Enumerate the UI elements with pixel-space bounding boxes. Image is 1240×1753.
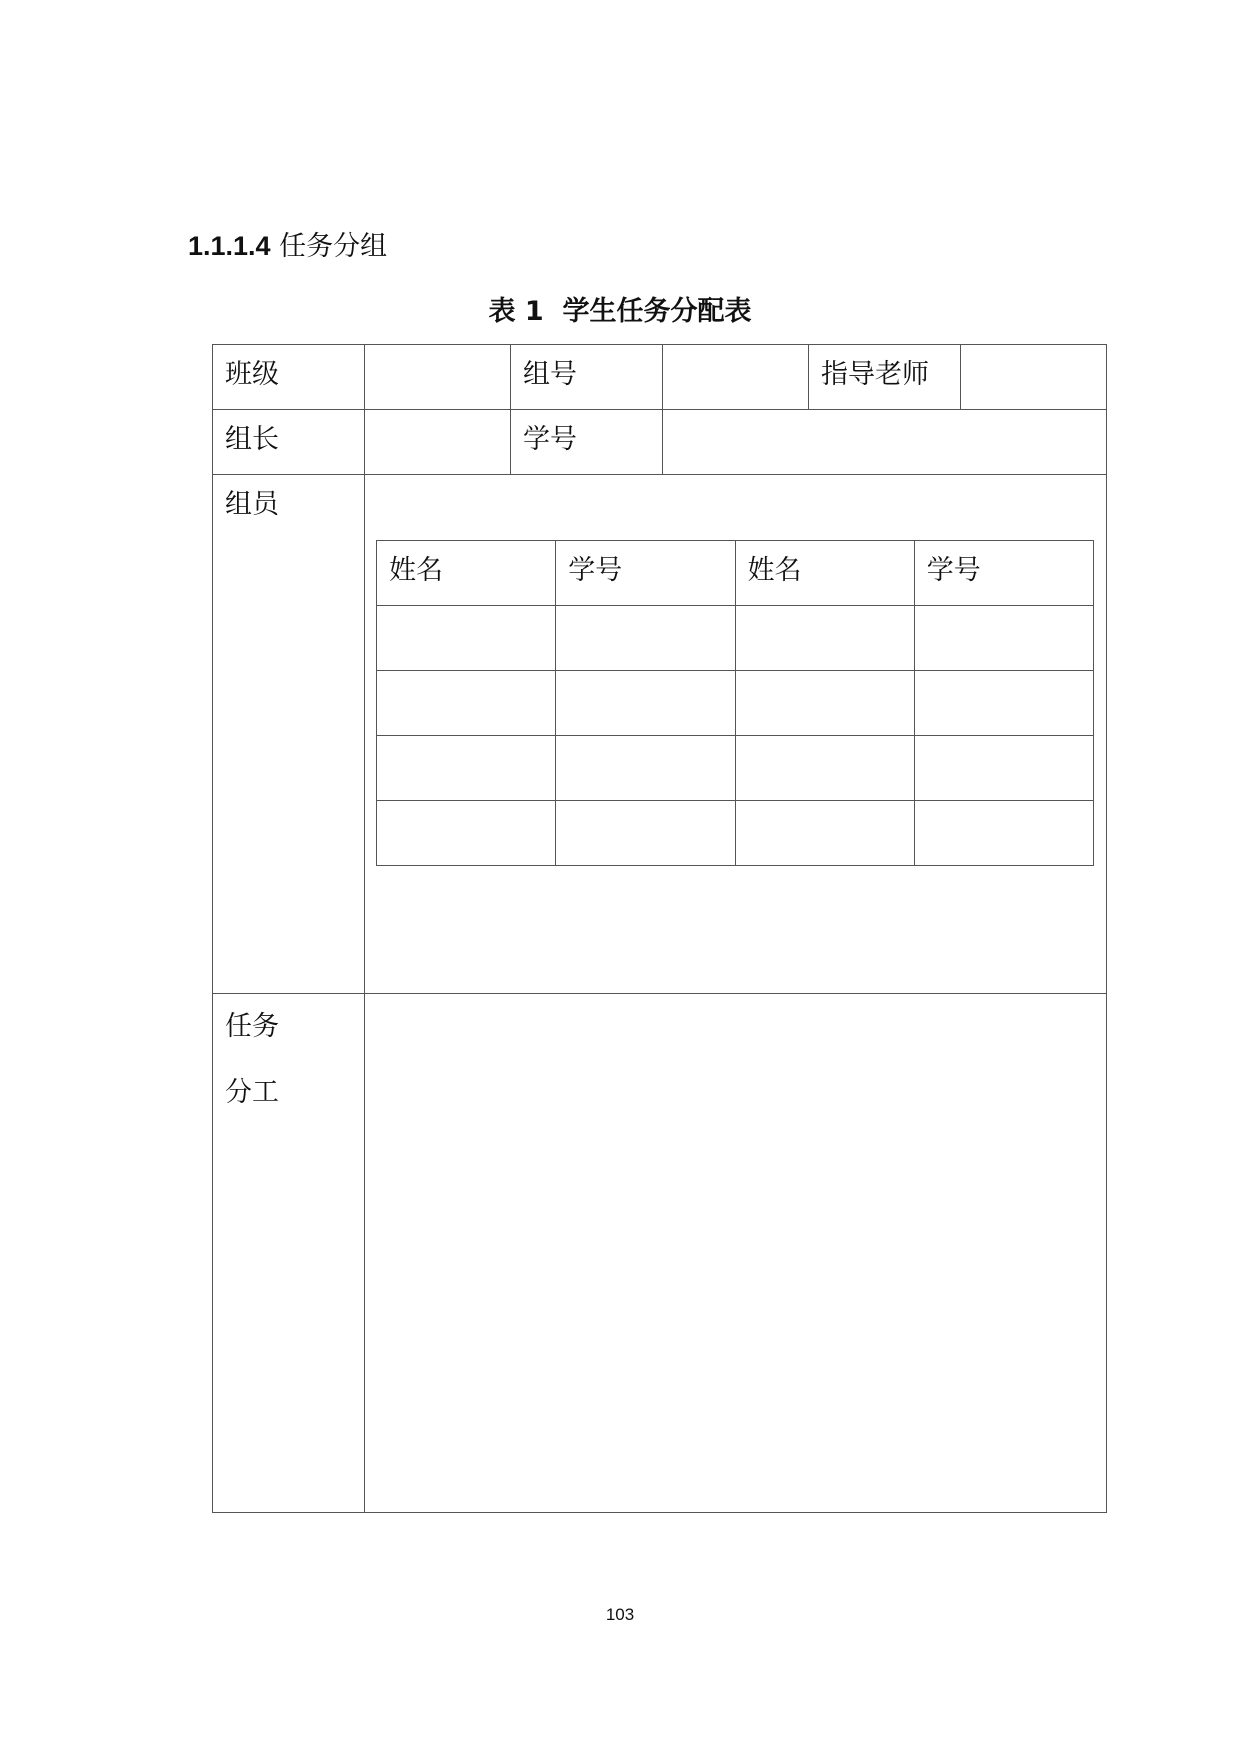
member-cell-text — [556, 736, 734, 748]
member-row — [377, 801, 1094, 866]
advisor-value — [961, 345, 1106, 357]
member-cell[interactable] — [377, 606, 556, 671]
member-name-header — [735, 541, 914, 606]
student-id-value-cell[interactable] — [663, 410, 1107, 475]
section-title: 任务分组 — [279, 231, 388, 262]
member-cell[interactable] — [377, 736, 556, 801]
member-id-header — [556, 541, 735, 606]
member-cell-text — [377, 801, 555, 813]
tasks-label-cell — [213, 994, 365, 1513]
group-no-label: 组号 — [523, 359, 577, 390]
task-assignment-table — [212, 344, 1107, 1513]
member-cell[interactable] — [735, 736, 914, 801]
member-name-header-text: 姓名 — [389, 555, 443, 586]
section-number: 1.1.1.4 — [188, 231, 271, 261]
member-name-header-text: 姓名 — [747, 555, 802, 586]
advisor-value-cell[interactable] — [961, 345, 1107, 410]
member-cell-text — [556, 801, 734, 813]
student-id-value — [663, 410, 1106, 422]
member-row — [377, 671, 1094, 736]
class-label-cell — [213, 345, 365, 410]
leader-label: 组长 — [225, 424, 279, 455]
member-cell-text — [915, 801, 1093, 813]
member-id-header-text: 学号 — [568, 555, 623, 586]
member-cell-text — [915, 671, 1093, 683]
student-id-label-cell — [511, 410, 663, 475]
advisor-label: 指导老师 — [821, 359, 929, 390]
member-cell-text — [377, 736, 555, 748]
member-cell-text — [915, 736, 1093, 748]
member-cell[interactable] — [556, 671, 735, 736]
class-value-cell[interactable] — [365, 345, 511, 410]
member-name-header — [377, 541, 556, 606]
member-cell[interactable] — [377, 671, 556, 736]
tasks-label-line1: 任务 — [225, 1011, 279, 1042]
section-heading — [188, 228, 387, 265]
member-cell-text — [736, 606, 914, 618]
members-label-cell — [213, 475, 365, 994]
member-row — [377, 606, 1094, 671]
member-cell[interactable] — [914, 606, 1093, 671]
table-caption: 表 1 学生任务分配表 — [488, 296, 752, 327]
members-content-cell — [365, 475, 1107, 994]
member-cell-text — [556, 606, 734, 618]
info-row-1 — [213, 345, 1107, 410]
info-row-2 — [213, 410, 1107, 475]
tasks-label-line2: 分工 — [225, 1077, 279, 1108]
member-cell-text — [377, 671, 555, 683]
member-cell[interactable] — [914, 671, 1093, 736]
member-cell-text — [736, 671, 914, 683]
members-label: 组员 — [225, 489, 279, 520]
member-cell-text — [556, 671, 734, 683]
members-row — [213, 475, 1107, 994]
group-no-value-cell[interactable] — [663, 345, 809, 410]
member-cell-text — [915, 606, 1093, 618]
member-cell-text — [736, 736, 914, 748]
leader-value — [365, 410, 510, 422]
member-cell[interactable] — [735, 801, 914, 866]
member-row — [377, 736, 1094, 801]
member-id-header — [914, 541, 1093, 606]
member-cell-text — [736, 801, 914, 813]
class-value — [365, 345, 510, 357]
tasks-content — [365, 994, 1106, 1006]
group-no-value — [663, 345, 808, 357]
member-cell[interactable] — [735, 606, 914, 671]
members-table — [376, 540, 1094, 866]
tasks-row — [213, 994, 1107, 1513]
leader-value-cell[interactable] — [365, 410, 511, 475]
leader-label-cell — [213, 410, 365, 475]
member-cell[interactable] — [914, 736, 1093, 801]
member-cell[interactable] — [556, 736, 735, 801]
members-header-row — [377, 541, 1094, 606]
group-no-label-cell — [511, 345, 663, 410]
advisor-label-cell — [809, 345, 961, 410]
member-cell[interactable] — [735, 671, 914, 736]
student-id-label: 学号 — [523, 424, 577, 455]
member-cell[interactable] — [556, 606, 735, 671]
tasks-content-cell[interactable] — [365, 994, 1107, 1513]
member-cell-text — [377, 606, 555, 618]
member-id-header-text: 学号 — [926, 555, 981, 586]
class-label: 班级 — [225, 359, 279, 390]
member-cell[interactable] — [556, 801, 735, 866]
member-cell[interactable] — [377, 801, 556, 866]
member-cell[interactable] — [914, 801, 1093, 866]
page-number: 103 — [605, 1605, 635, 1624]
